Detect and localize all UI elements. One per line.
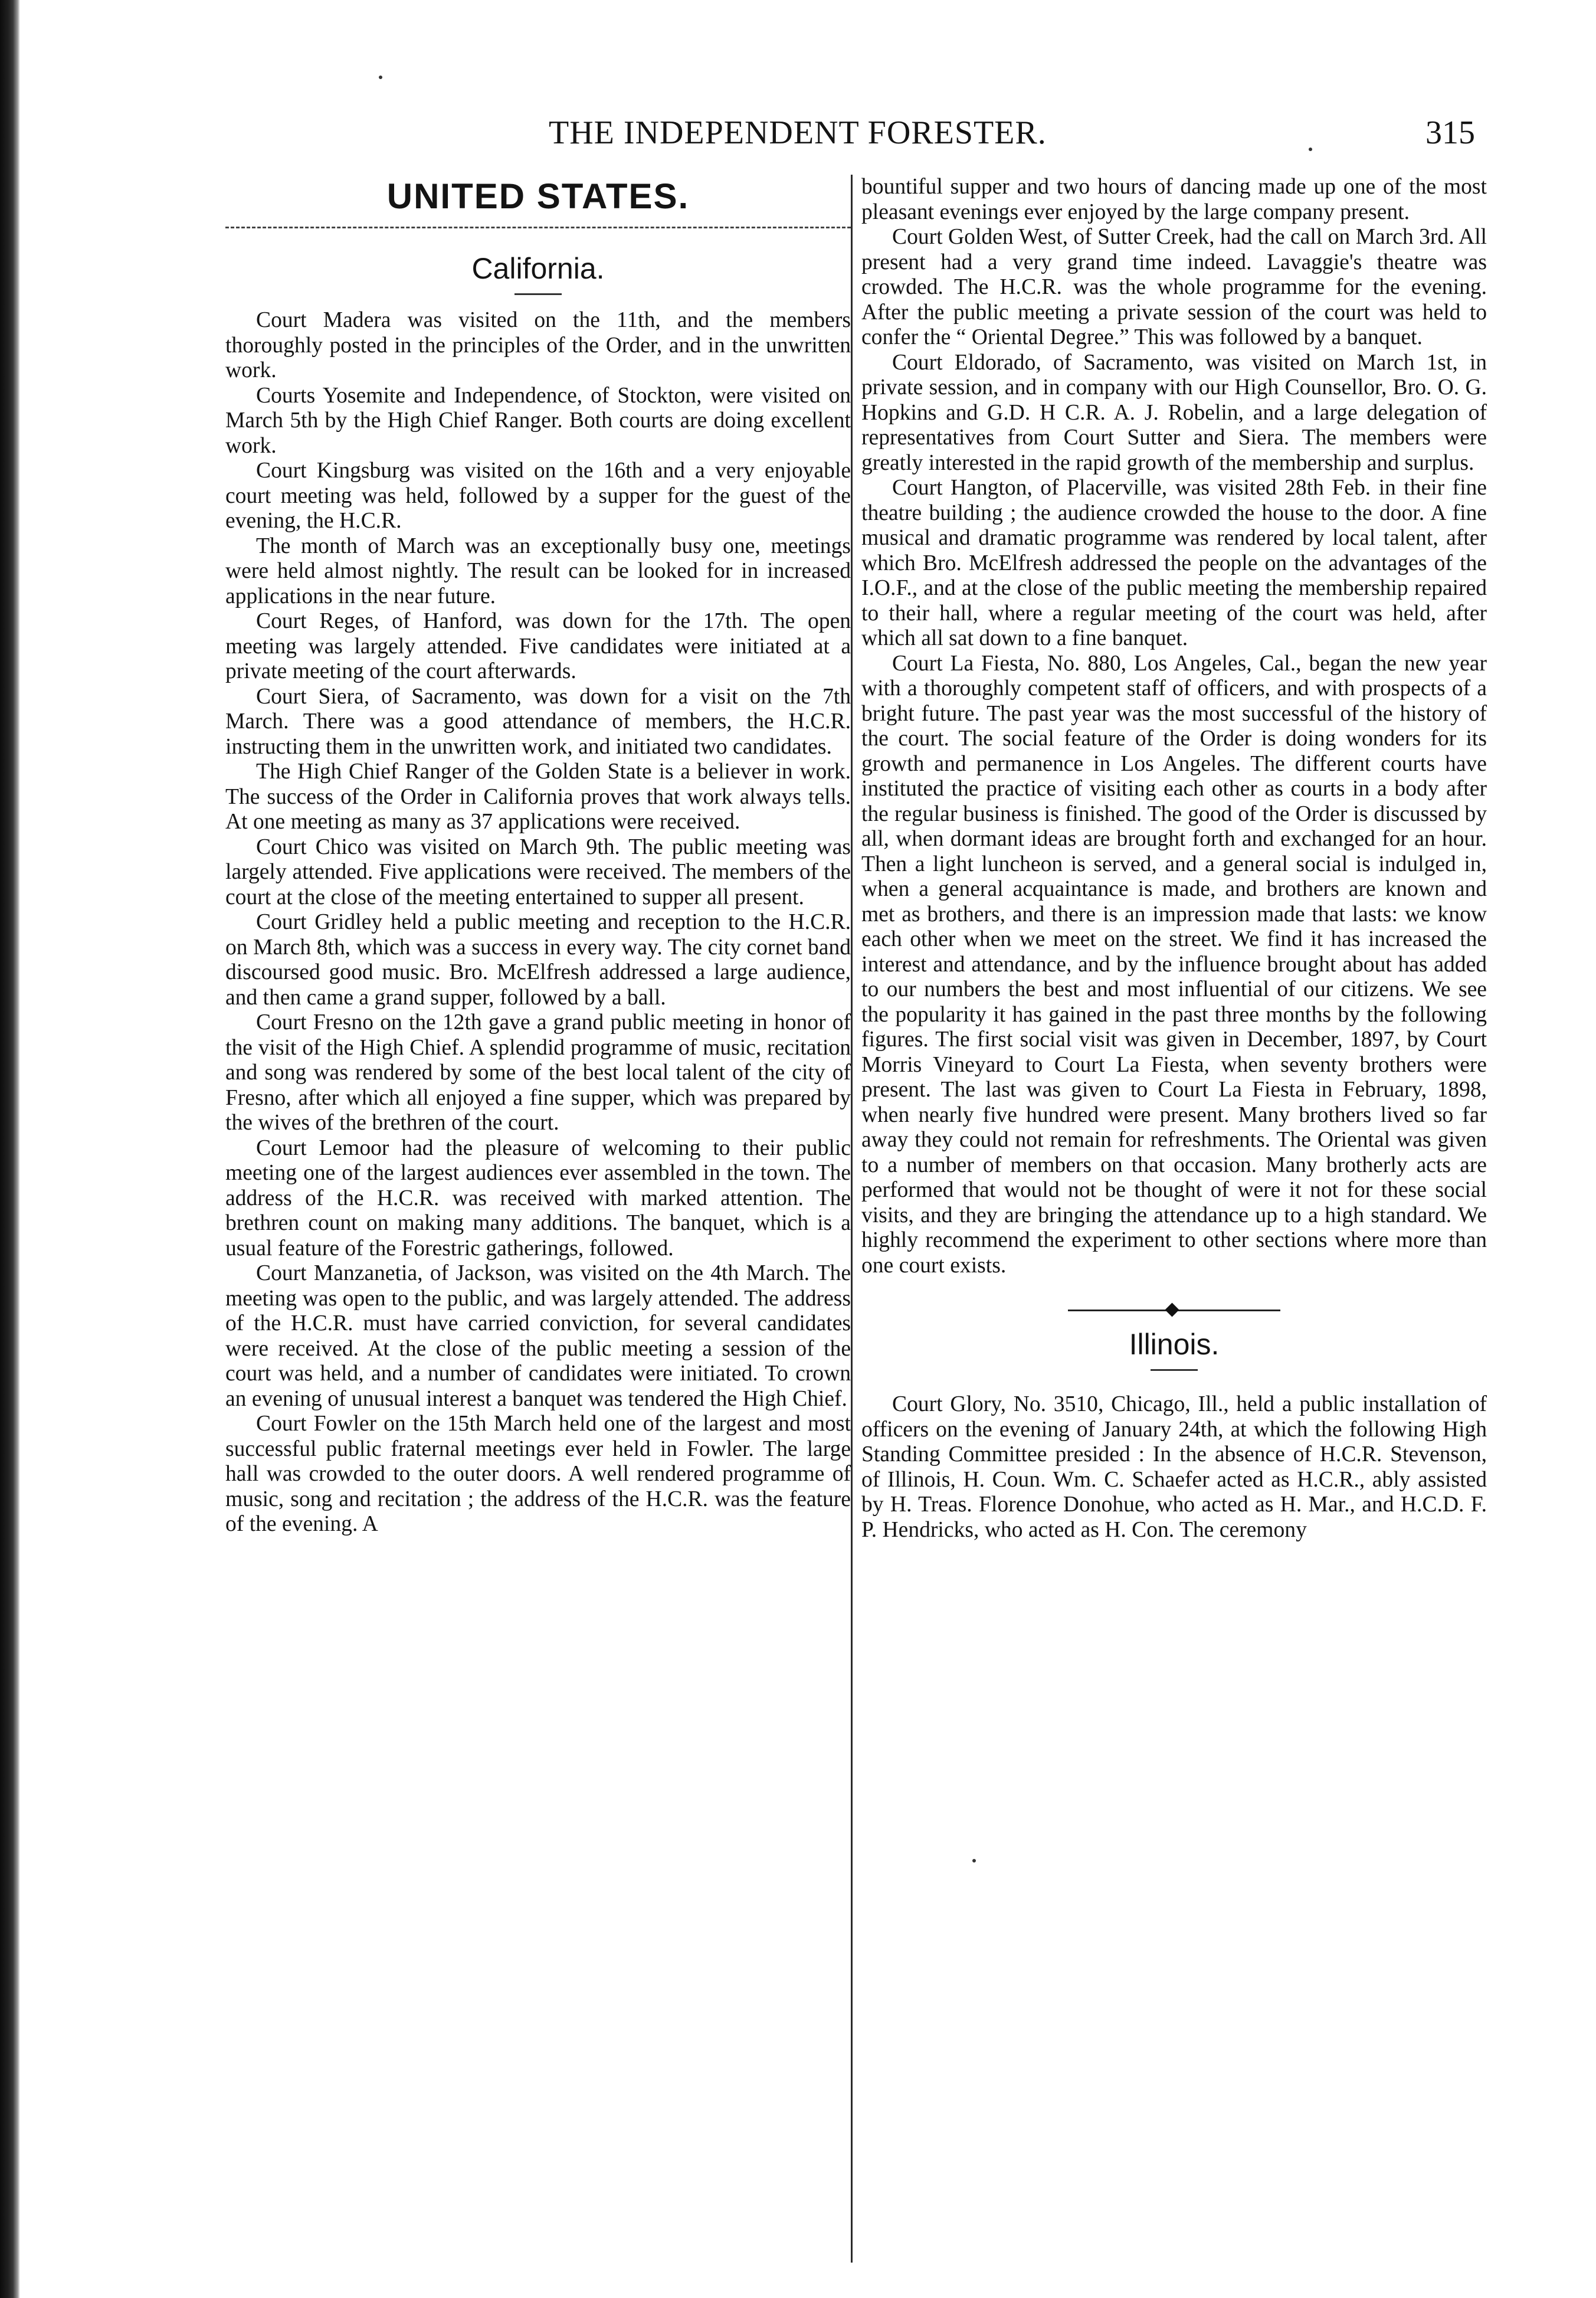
section-title: UNITED STATES.: [386, 176, 690, 216]
paragraph: Court Golden West, of Sutter Creek, had the call on March 3rd. All present had a very grand time indeed. Lavaggie's theatre was crowded. The H.C.R. was the whole programme for the evening. After the public meeting a private session of the court was held to confer the “ Oriental Degree.” This was followed by a banquet.: [861, 225, 1487, 349]
paragraph: Court Manzanetia, of Jackson, was visited on the 4th March. The meeting was open to the public, and was largely attended. The address of the H.C.R. must have carried conviction, for several candidates were received. At the close of the public meeting a session of the court was held, and a number of candidates were initiated. To crown an evening of unusual interest a banquet was tendered the High Chief.: [225, 1261, 851, 1411]
paragraph: Court Fresno on the 12th gave a grand public meeting in honor of the visit of the High Chief. A splendid programme of music, recitation and song was rendered by some of the best local talent of the city of Fresno, after which all enjoyed a fine supper, which was prepared by the wives of the brethren of the court.: [225, 1010, 851, 1135]
continued-paragraph: bountiful supper and two hours of dancing made up one of the most pleasant evenings ever enjoyed by the large company present.: [861, 175, 1487, 224]
ink-speck: [972, 1859, 976, 1862]
paragraph: Court Eldorado, of Sacramento, was visited on March 1st, in private session, and in company with our High Counsellor, Bro. O. G. Hopkins and G.D. H C.R. A. J. Robelin, and a large delegation of representatives from Court Sutter and Siera. The members were greatly interested in the rapid growth of the membership and surplus.: [861, 350, 1487, 475]
paragraph: Court Madera was visited on the 11th, and the members thoroughly posted in the principles of the Order, and in the unwritten work.: [225, 308, 851, 382]
paragraph: Courts Yosemite and Independence, of Stockton, were visited on March 5th by the High Chief Ranger. Both courts are doing excellent work.: [225, 383, 851, 458]
binding-edge: [0, 0, 20, 2298]
paragraph: Court Glory, No. 3510, Chicago, Ill., held a public installation of officers on the evening of January 24th, at which the following High Standing Committee presided : In the absence of H.C.R. Stevenson, of Illinois, H. Coun. Wm. C. Schaefer acted as H.C.R., ably assisted by H. Treas. Florence Donohue, who acted as H. Mar., and H.C.D. F. P. Hendricks, who acted as H. Con. The ceremony: [861, 1392, 1487, 1542]
running-head: [53, 112, 1475, 153]
journal-title: THE INDEPENDENT FORESTER.: [549, 114, 1047, 151]
paragraph: Court Lemoor had the pleasure of welcoming to their public meeting one of the largest audiences ever assembled in the town. The address of the H.C.R. was received with marked attention. The brethren count on making many additions. The banquet, which is a usual feature of the Forestric gatherings, followed.: [225, 1135, 851, 1261]
paragraph: Court Reges, of Hanford, was down for the 17th. The open meeting was largely attended. Five candidates were initiated at a private meeting of the court afterwards.: [225, 609, 851, 683]
right-column: [861, 175, 1487, 1543]
paragraph: Court Fowler on the 15th March held one of the largest and most successful public fraternal meetings ever held in Fowler. The large hall was crowded to the outer doors. A well rendered programme of music, song and recitation ; the address of the H.C.R. was the feature of the evening. A: [225, 1412, 851, 1536]
dashed-divider: [225, 227, 851, 228]
diamond-ornament-icon: [1165, 1302, 1179, 1317]
short-divider: [1151, 1369, 1198, 1371]
subsection-title-illinois: Illinois.: [1129, 1328, 1220, 1361]
short-divider: [514, 293, 562, 295]
paragraph: Court Kingsburg was visited on the 16th and a very enjoyable court meeting was held, followed by a supper for the guest of the evening, the H.C.R.: [225, 459, 851, 533]
ornament-divider: [1068, 1304, 1280, 1316]
paragraph: Court Hangton, of Placerville, was visited 28th Feb. in their fine theatre building ; the audience crowded the house to the door. A fine musical and dramatic programme was rendered by local talent, after which Bro. McElfresh addressed the people on the advantages of the I.O.F., and at the close of the public meeting the membership repaired to their hall, where a regular meeting of the court was held, after which all sat down to a fine banquet.: [861, 476, 1487, 650]
subsection-title-california: California.: [471, 252, 605, 285]
column-divider: [851, 175, 853, 2263]
page-number: 315: [1425, 114, 1475, 151]
paragraph: Court La Fiesta, No. 880, Los Angeles, Cal., began the new year with a thoroughly competent staff of officers, and with prospects of a bright future. The past year was the most successful of the history of the court. The social feature of the Order is doing wonders for its growth and permanence in Los Angeles. The different courts have instituted the practice of visiting each other as courts in a body after the regular business is finished. The good of the Order is discussed by all, when dormant ideas are brought forth and exchanged for an hour. Then a light luncheon is served, and a general social is indulged in, when a general acquaintance is made, and brothers are known and met as brothers, and there is an impression made that lasts: we know each other when we meet on the street. We find it has increased the interest and attendance, and by the influence brought about has added to our numbers the best and most influential of our citizens. We see the popularity it has gained in the past three months by the following figures. The first social visit was given in December, 1897, by Court Morris Vineyard to Court La Fiesta, when seventy brothers were present. The last was given to Court La Fiesta in February, 1898, when nearly five hundred were present. Many brothers lived so far away they could not remain for refreshments. The Oriental was given to a number of members on that occasion. Many brotherly acts are performed that would not be thought of were it not for these social visits, and they are bringing the attendance up to a high standard. We highly recommend the experiment to other sections where more than one court exists.: [861, 651, 1487, 1278]
paragraph: Court Siera, of Sacramento, was down for a visit on the 7th March. There was a good attendance of members, the H.C.R. instructing them in the unwritten work, and initiated two candidates.: [225, 684, 851, 759]
paragraph: Court Chico was visited on March 9th. The public meeting was largely attended. Five applications were received. The members of the court at the close of the meeting entertained to supper all present.: [225, 834, 851, 909]
ink-speck: [379, 76, 382, 79]
paragraph: Court Gridley held a public meeting and reception to the H.C.R. on March 8th, which was a success in every way. The city cornet band discoursed good music. Bro. McElfresh addressed a large audience, and then came a grand supper, followed by a ball.: [225, 910, 851, 1010]
left-column: [225, 175, 851, 1537]
paragraph: The High Chief Ranger of the Golden State is a believer in work. The success of the Order in California proves that work always tells. At one meeting as many as 37 applications were received.: [225, 760, 851, 834]
paragraph: The month of March was an exceptionally busy one, meetings were held almost nightly. The result can be looked for in increased applications in the near future.: [225, 533, 851, 608]
